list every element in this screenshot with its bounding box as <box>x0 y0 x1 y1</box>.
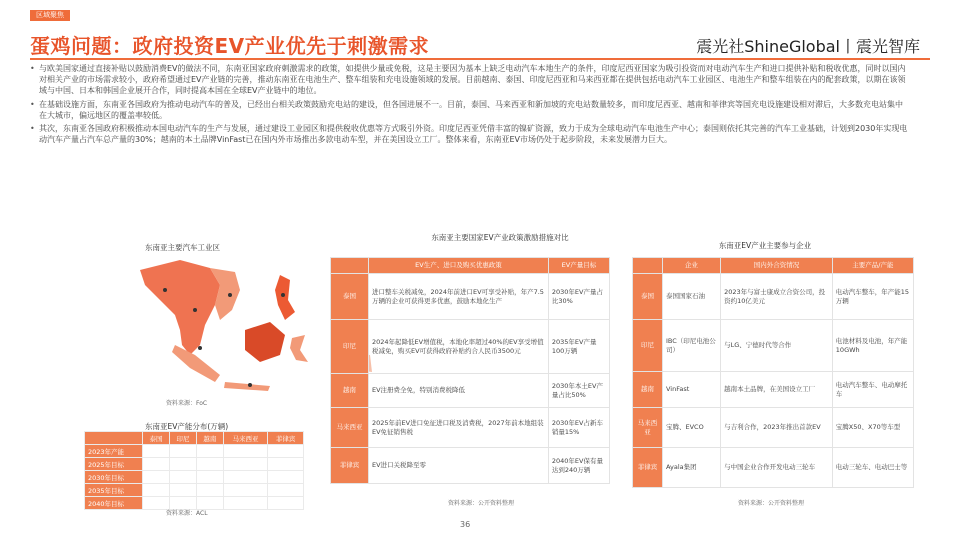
table-header-cell: 泰国 <box>142 432 169 445</box>
table-cell <box>196 458 223 471</box>
table-cell <box>223 458 267 471</box>
table-header-cell: 印尼 <box>169 432 196 445</box>
table-cell <box>223 497 267 510</box>
policy-table <box>330 257 610 484</box>
row-header: 泰国 <box>331 274 369 320</box>
table-cell <box>268 445 304 458</box>
table-cell <box>142 445 169 458</box>
row-header: 2035年目标 <box>85 484 143 497</box>
table-cell: 2030年EV占新车销量15% <box>548 408 609 448</box>
table-header-cell: EV生产、进口及购买优惠政策 <box>369 258 549 274</box>
table-header-cell <box>85 432 143 445</box>
small-table-title: 东南亚EV产能分布(万辆) <box>145 422 229 431</box>
table-cell: EV进口关税降至零 <box>369 448 549 484</box>
table-cell: 电动汽车整车，年产能15万辆 <box>832 274 913 320</box>
right-table-source: 资料来源：公开资料整理 <box>738 500 805 507</box>
page-number: 36 <box>460 520 471 529</box>
table-header-cell: 企业 <box>663 258 721 274</box>
table-cell: 进口整车关税减免，2024年前进口EV可享受补贴，年产7.5万辆的企业可获得更多优惠，鼓励本地化生产 <box>369 274 549 320</box>
mid-table-title: 东南亚主要国家EV产业政策激励措施对比 <box>431 233 569 242</box>
table-cell <box>142 471 169 484</box>
map-source: 资料来源：FoC <box>166 400 208 407</box>
table-row <box>85 458 304 471</box>
table-cell: 2024年起降低EV增值税，本地化率超过40%的EV享受增值税减免，购买EV可获得政府补贴约合人民币3500元 <box>369 320 549 374</box>
table-cell <box>196 471 223 484</box>
table-header-cell: EV产量目标 <box>548 258 609 274</box>
table-header-row <box>85 432 304 445</box>
table-cell <box>223 471 267 484</box>
table-cell: 宝腾X50、X70等车型 <box>832 408 913 448</box>
table-cell <box>142 484 169 497</box>
map-java <box>224 382 270 391</box>
table-row <box>633 408 914 448</box>
row-header: 越南 <box>633 372 663 408</box>
map-mainland <box>140 260 220 355</box>
table-row <box>633 372 914 408</box>
row-header: 2023年产能 <box>85 445 143 458</box>
row-header: 越南 <box>331 374 369 408</box>
table-row <box>331 320 610 374</box>
table-cell: 宝腾、EVCO <box>663 408 721 448</box>
table-cell <box>169 458 196 471</box>
row-header: 菲律宾 <box>331 448 369 484</box>
table-row <box>633 274 914 320</box>
map-marker <box>228 293 232 297</box>
table-cell: 电动三轮车、电动巴士等 <box>832 448 913 488</box>
table-row <box>85 484 304 497</box>
table-cell: 2023年与富士康成立合资公司，投资约10亿美元 <box>721 274 833 320</box>
bullet-list <box>30 63 910 147</box>
table-cell <box>169 484 196 497</box>
table-cell: 泰国国家石油 <box>663 274 721 320</box>
section-tag: 区域聚焦 <box>30 10 70 21</box>
row-header: 印尼 <box>331 320 369 374</box>
table-row <box>331 374 610 408</box>
table-row <box>633 320 914 372</box>
table-cell: VinFast <box>663 372 721 408</box>
mid-table-source: 资料来源：公开资料整理 <box>448 500 515 507</box>
company-table <box>632 257 914 488</box>
table-cell: 与LG、宁德时代等合作 <box>721 320 833 372</box>
table-cell <box>268 471 304 484</box>
table-row <box>331 408 610 448</box>
table-header-cell: 主要产品/产能 <box>832 258 913 274</box>
table-cell <box>268 484 304 497</box>
bullet-item: • 与欧美国家通过直接补贴以鼓励消费EV的做法不同，东南亚国家政府刺激需求的政策，如提供少量或免税，这是主要因为基本上缺乏电动汽车本地生产的条件，印度尼西亚国家为吸引投资而对电动汽车生产和进口提供补贴和税收优惠，同时以国内对相关产业的市场需求较小，政府希望通过EV产业链的完善，推动东南亚在电池生产、整车组装和充电设施领域的发展。目前越南、泰国、印度尼西亚和马来西亚都在提供包括电动汽车工业园区、电池生产和整车组装在内的配套政策，以期在该领域与中国、日本和韩国企业展开合作，同时提高本国在全球EV产业链中的地位。 <box>30 63 910 97</box>
table-cell: 2035年EV产量100万辆 <box>548 320 609 374</box>
brand-logo-text: 震光社ShineGlobal丨震光智库 <box>696 37 920 56</box>
table-cell: 电动汽车整车、电动摩托车 <box>832 372 913 408</box>
table-header-cell <box>633 258 663 274</box>
row-header: 2030年目标 <box>85 471 143 484</box>
table-header-row <box>331 258 610 274</box>
row-header: 印尼 <box>633 320 663 372</box>
table-cell: 与吉利合作，2023年推出首款EV <box>721 408 833 448</box>
table-cell <box>142 458 169 471</box>
table-cell: 电池材料及电池，年产能10GWh <box>832 320 913 372</box>
table-header-cell: 国内外合资情况 <box>721 258 833 274</box>
page-title: 蛋鸡问题：政府投资EV产业优先于刺激需求 <box>30 34 430 58</box>
title-rule <box>30 58 930 60</box>
map-marker <box>281 293 285 297</box>
table-row <box>331 448 610 484</box>
table-header-cell: 越南 <box>196 432 223 445</box>
row-header: 2025年目标 <box>85 458 143 471</box>
table-row <box>85 445 304 458</box>
row-header: 泰国 <box>633 274 663 320</box>
table-cell <box>268 458 304 471</box>
table-row <box>633 448 914 488</box>
table-header-row <box>633 258 914 274</box>
table-cell: 越南本土品牌，在美国设立工厂 <box>721 372 833 408</box>
row-header: 2040年目标 <box>85 497 143 510</box>
table-row <box>331 274 610 320</box>
table-cell <box>196 484 223 497</box>
table-cell: 与中国企业合作开发电动三轮车 <box>721 448 833 488</box>
table-cell: EV注册费全免，特别消费税降低 <box>369 374 549 408</box>
right-table-title: 东南亚EV产业主要参与企业 <box>718 241 812 250</box>
bullet-item: • 在基础设施方面，东南亚各国政府为推动电动汽车的普及，已经出台相关政策鼓励充电站的建设，但各国进展不一。目前，泰国、马来西亚和新加坡的充电站数量较多，而印度尼西亚、越南和菲律宾等国充电设施建设相对滞后，大多数充电站集中在大城市，偏远地区的覆盖率较低。 <box>30 99 910 121</box>
row-header: 马来西亚 <box>331 408 369 448</box>
map-marker <box>163 288 167 292</box>
table-cell <box>169 471 196 484</box>
table-cell: 2040年EV保有量达到240万辆 <box>548 448 609 484</box>
table-cell <box>223 445 267 458</box>
table-header-cell <box>331 258 369 274</box>
small-table-source: 资料来源：ACL <box>166 510 208 517</box>
row-header: 菲律宾 <box>633 448 663 488</box>
table-cell <box>196 445 223 458</box>
table-header-cell: 菲律宾 <box>268 432 304 445</box>
bullet-item: • 其次，东南亚各国政府积极推动本国电动汽车的生产与发展，通过建设工业园区和提供税收优惠等方式吸引外资。印度尼西亚凭借丰富的镍矿资源，致力于成为全球电动汽车电池生产中心；泰国则依托其完善的汽车工业基础，计划到2030年实现电动汽车产量占汽车总产量的30%；越南的本土品牌VinFast已在国内外市场推出多款电动车型，并在美国设立工厂。整体来看，东南亚EV市场仍处于起步阶段，未来发展潜力巨大。 <box>30 123 910 145</box>
map-marker <box>248 383 252 387</box>
table-cell <box>223 484 267 497</box>
table-cell <box>268 497 304 510</box>
table-row <box>85 471 304 484</box>
table-cell: Ayala集团 <box>663 448 721 488</box>
map-marker <box>193 308 197 312</box>
map-sulawesi <box>290 335 308 362</box>
table-cell: 2030年EV产量占比30% <box>548 274 609 320</box>
table-header-cell: 马来西亚 <box>223 432 267 445</box>
map-sumatra <box>172 345 220 382</box>
row-header: 马来西亚 <box>633 408 663 448</box>
map-borneo <box>245 322 285 362</box>
map-marker <box>198 346 202 350</box>
table-cell: IBC（印尼电池公司） <box>663 320 721 372</box>
map-title: 东南亚主要汽车工业区 <box>145 243 220 252</box>
table-cell: 2025年前EV进口免征进口税及消费税，2027年前本地组装EV免征销售税 <box>369 408 549 448</box>
table-cell <box>169 445 196 458</box>
capacity-table <box>84 431 304 510</box>
map-philippines <box>275 275 295 320</box>
table-cell: 2030年本土EV产量占比50% <box>548 374 609 408</box>
